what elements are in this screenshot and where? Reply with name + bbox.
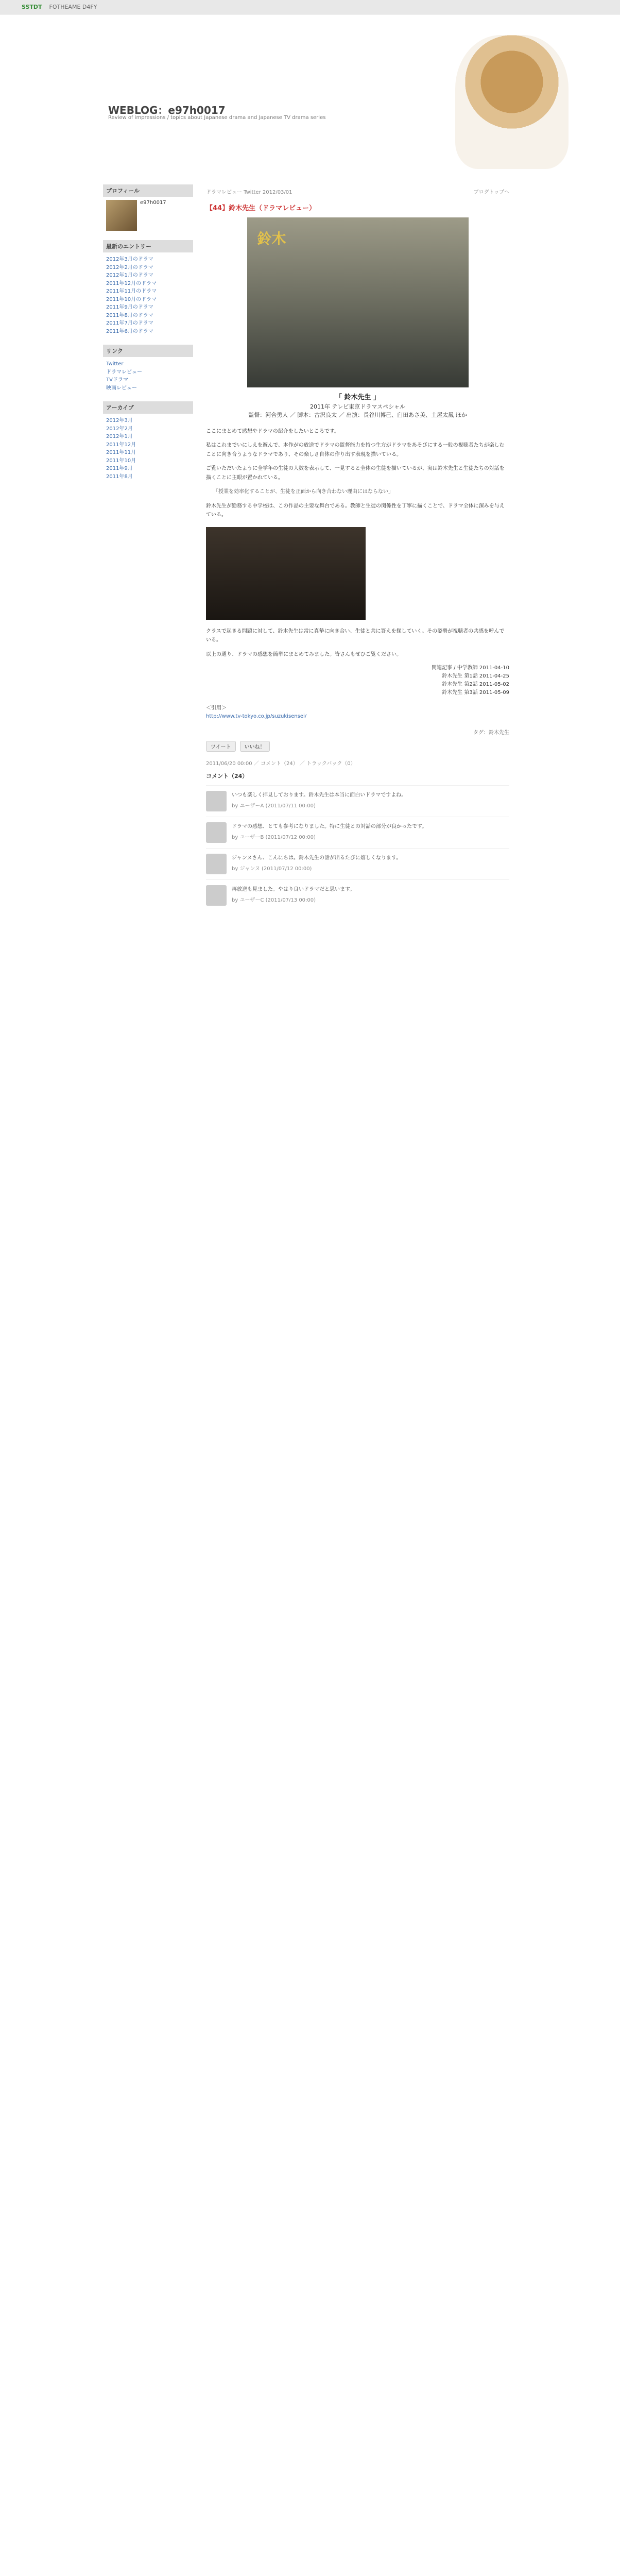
avatar[interactable] [106, 200, 137, 231]
blog-header [0, 14, 620, 184]
entry-link[interactable]: 2011年10月のドラマ [106, 296, 157, 302]
entry-link[interactable]: 2012年1月のドラマ [106, 273, 153, 278]
poster-text: 鈴木 [257, 230, 286, 247]
post-paragraph: 私はこれまでいにしえを遊んで、本作がの放送でドラマの監督能力を持つ生方がドラマをあそびにする一般の視聴者たちが楽しむことに向き合うようなドラマであり、その楽しさ自体の作り出す表現を描いている。 [206, 443, 505, 457]
profile-name[interactable]: e97h0017 [140, 200, 166, 206]
commenter-avatar[interactable] [206, 791, 227, 811]
entry-link[interactable]: 2011年6月のドラマ [106, 328, 153, 334]
sidebar-link[interactable]: ドラマレビュー [106, 369, 142, 375]
notes-title: ＜引用＞ [206, 705, 227, 711]
archive-heading: アーカイブ [103, 401, 193, 414]
top-bar [0, 0, 620, 14]
comment-author[interactable]: by ジャンヌ (2011/07/12 00:00) [232, 866, 312, 872]
notes-link[interactable]: http://www.tv-tokyo.co.jp/suzukisensei/ [206, 714, 307, 719]
caption-line: 2011年 テレビ東京ドラマスペシャル [309, 403, 406, 410]
entry-link[interactable]: 2011年8月のドラマ [106, 312, 153, 318]
archive-link[interactable]: 2011年11月 [106, 450, 136, 455]
drama-still-image [206, 527, 366, 620]
blog-subtitle: Review of impressions / topics about Japanese drama and Japanese TV drama series [108, 115, 326, 121]
blog-top-link[interactable]: ブログトップへ [473, 190, 509, 195]
entry-link[interactable]: 2012年2月のドラマ [106, 264, 153, 270]
comment-item [206, 848, 509, 879]
post-notes [206, 704, 509, 721]
site-logo[interactable]: SSTDT [22, 4, 42, 10]
post-quote: 「授業を効率化することが、生徒を正面から向き合わない理由にはならない」 [213, 489, 393, 495]
entry-link[interactable]: 2011年7月のドラマ [106, 320, 153, 326]
comments-section [206, 772, 509, 911]
top-nav[interactable]: FOTHEAME D4FY [49, 4, 97, 10]
post-paragraph: ここにまとめて感想やドラマの紹介をしたいところです。 [206, 428, 339, 434]
blog-title[interactable]: WEBLOG：e97h0017 [108, 104, 226, 116]
poster-caption [206, 393, 509, 420]
main-content [193, 184, 620, 911]
related-article-link[interactable]: 鈴木先生 第2話 2011-05-02 [442, 682, 509, 687]
comment-author[interactable]: by ユーザーA (2011/07/11 00:00) [232, 803, 316, 809]
post-paragraph: クラスで起きる問題に対して、鈴木先生は常に真摯に向き合い、生徒と共に答えを探していく。その姿勢が視聴者の共感を呼んでいる。 [206, 628, 505, 643]
commenter-avatar[interactable] [206, 822, 227, 843]
breadcrumb-left[interactable]: ドラマレビュー Twitter 2012/03/01 [206, 190, 292, 195]
related-articles [206, 664, 509, 697]
comment-author[interactable]: by ユーザーC (2011/07/13 00:00) [232, 897, 316, 903]
entry-link[interactable]: 2011年9月のドラマ [106, 304, 153, 310]
related-article-link[interactable]: 鈴木先生 第1話 2011-04-25 [442, 673, 509, 679]
archive-link[interactable]: 2012年3月 [106, 418, 133, 423]
comment-item [206, 785, 509, 817]
post-paragraph: 鈴木先生が勤務する中学校は、この作品の主要な舞台である。教師と生徒の関係性を丁寧に描くことで、ドラマ全体に深みを与えている。 [206, 503, 505, 518]
comment-item [206, 817, 509, 848]
recent-entries-heading: 最新のエントリー [103, 240, 193, 252]
post-tags[interactable]: タグ：鈴木先生 [473, 730, 509, 736]
drama-poster-image [247, 217, 469, 387]
share-bar [206, 741, 509, 752]
sidebar-link[interactable]: 映画レビュー [106, 385, 137, 391]
sidebar [103, 184, 193, 911]
archive-link[interactable]: 2012年2月 [106, 426, 133, 432]
caption-line: 監督：河合勇人 ／ 脚本：古沢良太 ／ 出演：長谷川博己、臼田あさ美、土屋太鳳 ほか [248, 412, 467, 418]
links-heading: リンク [103, 345, 193, 357]
post-paragraph: ご覧いただいたように全学年の生徒の人数を表示して、一見すると全体の生徒を描いているが、実は鈴木先生と生徒たちの対話を描くことに主眼が置かれている。 [206, 466, 505, 481]
tweet-button[interactable]: ツイート [206, 741, 236, 752]
entry-link[interactable]: 2012年3月のドラマ [106, 257, 153, 262]
breadcrumb [206, 184, 509, 198]
entry-link[interactable]: 2011年11月のドラマ [106, 289, 157, 294]
comment-text: ジャンヌさん、こんにちは。鈴木先生の話が出るたびに嬉しくなります。 [232, 855, 402, 861]
commenter-avatar[interactable] [206, 885, 227, 906]
comment-text: 再放送も見ました。やはり良いドラマだと思います。 [232, 887, 355, 892]
archive-link[interactable]: 2012年1月 [106, 434, 133, 439]
like-button[interactable]: いいね！ [240, 741, 270, 752]
comment-author[interactable]: by ユーザーB (2011/07/12 00:00) [232, 835, 316, 840]
post-title[interactable]: 【44】鈴木先生（ドラマレビュー） [206, 205, 316, 212]
sidebar-link[interactable]: TVドラマ [106, 377, 128, 383]
profile-heading: プロフィール [103, 184, 193, 197]
post-meta: 2011/06/20 00:00 ／ コメント（24） ／ トラックバック（0） [206, 761, 356, 767]
archive-link[interactable]: 2011年8月 [106, 473, 133, 480]
archive-link[interactable]: 2011年12月 [106, 442, 136, 448]
sidebar-link[interactable]: Twitter [106, 361, 124, 367]
archive-link[interactable]: 2011年10月 [106, 457, 136, 464]
comments-heading: コメント（24） [206, 773, 248, 779]
archive-link[interactable]: 2011年9月 [106, 466, 133, 471]
post-paragraph: 以上の通り、ドラマの感想を簡単にまとめてみました。皆さんもぜひご覧ください。 [206, 651, 402, 657]
header-dog-image [455, 35, 569, 169]
commenter-avatar[interactable] [206, 854, 227, 874]
comment-item [206, 879, 509, 911]
comment-text: いつも楽しく拝見しております。鈴木先生は本当に面白いドラマですよね。 [232, 792, 407, 798]
related-article-link[interactable]: 関連記事 / 中学教師 2011-04-10 [431, 665, 509, 671]
entry-link[interactable]: 2011年12月のドラマ [106, 280, 157, 286]
comment-text: ドラマの感想、とても参考になりました。特に生徒との対話の部分が良かったです。 [232, 824, 427, 829]
related-article-link[interactable]: 鈴木先生 第3話 2011-05-09 [442, 690, 509, 696]
caption-title: 「 鈴木先生 」 [335, 394, 381, 401]
